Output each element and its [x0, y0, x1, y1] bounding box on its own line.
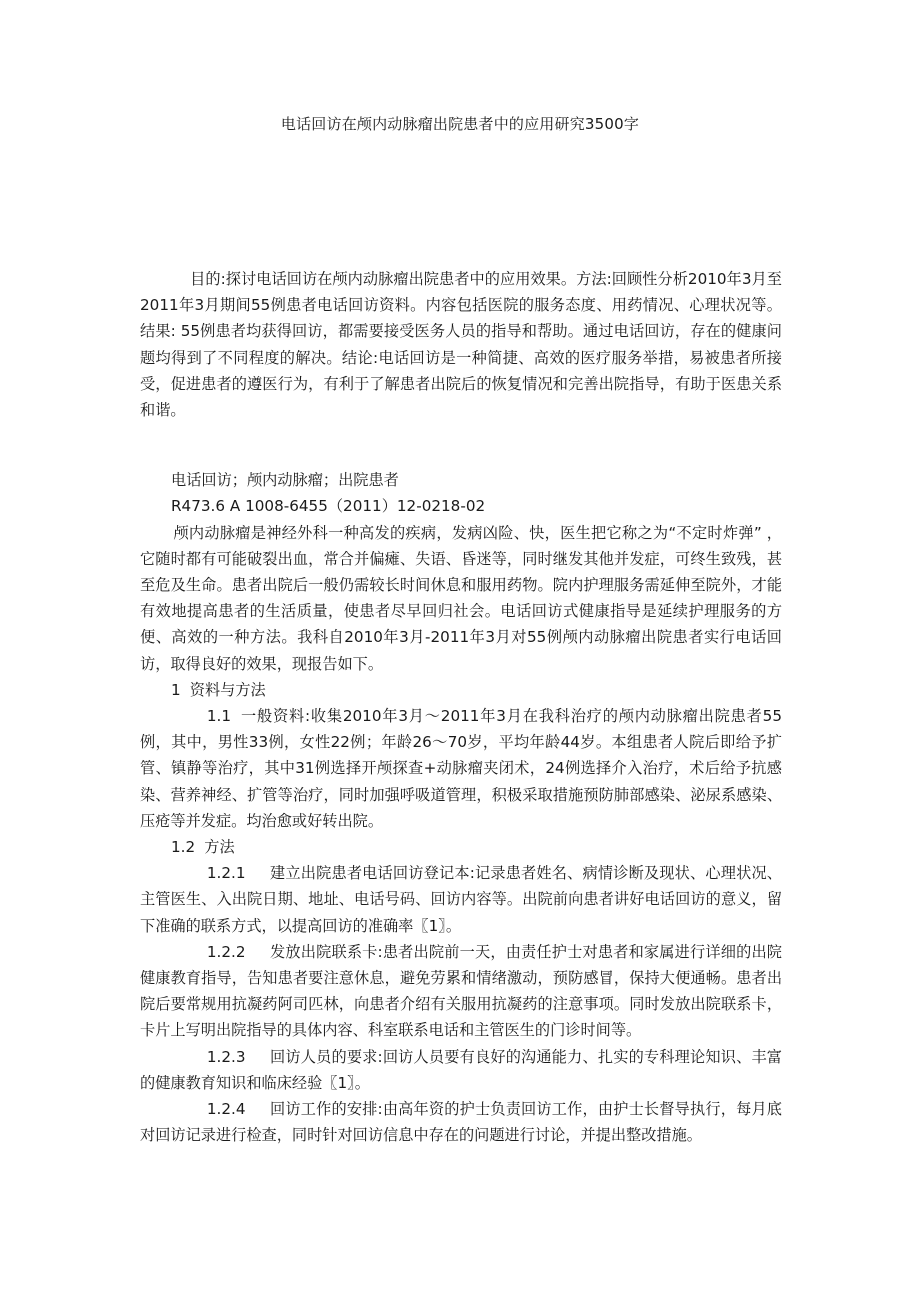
- subsection-text: 建立出院患者电话回访登记本:记录患者姓名、病情诊断及现状、心理状况、主管医生、入出院日期、地址、电话号码、回访内容等。出院前向患者讲好电话回访的意义，留下准确的联系方式，以提高回访的准确率〖1〗。: [140, 864, 782, 935]
- section-1-heading: [140, 677, 782, 703]
- section-1-2-heading: [140, 834, 782, 860]
- subsection-text: 回访人员的要求:回访人员要有良好的沟通能力、扎实的专科理论知识、丰富的健康教育知识和临床经验〖1〗。: [140, 1047, 782, 1092]
- subsection-number: 1.2.2: [206, 942, 246, 961]
- intro-paragraph: 颅内动脉瘤是神经外科一种高发的疾病，发病凶险、快，医生把它称之为“不定时炸弹” ，它随时都有可能破裂出血，常合并偏瘫、失语、昏迷等，同时继发其他并发症，可终生致残，甚至危及生命。患者出院后一般仍需较长时间休息和服用药物。院内护理服务需延伸至院外，才能有效地提高患者的生活质量，使患者尽早回归社会。电话回访式健康指导是延续护理服务的方便、高效的一种方法。我科自2010年3月-2011年3月对55例颅内动脉瘤出院患者实行电话回访，取得良好的效果，现报告如下。: [140, 523, 782, 673]
- section-text: 一般资料:收集2010年3月～2011年3月在我科治疗的颅内动脉瘤出院患者55例，其中，男性33例，女性22例；年龄26～70岁，平均年龄44岁。本组患者人院后即给予扩管、镇静等治疗，其中31例选择开颅探查+动脉瘤夹闭术，24例选择介入治疗，术后给予抗感染、营养神经、扩管等治疗，同时加强呼吸道管理，积极采取措施预防肺部感染、泌尿系感染、压疮等并发症。均治愈或好转出院。: [140, 707, 782, 830]
- section-1-1-paragraph: [140, 703, 782, 834]
- abstract-paragraph: 目的:探讨电话回访在颅内动脉瘤出院患者中的应用效果。方法:回顾性分析2010年3月至2011年3月期间55例患者电话回访资料。内容包括医院的服务态度、用药情况、心理状况等。结果: 55例患者均获得回访，都需要接受医务人员的指导和帮助。通过电话回访，存在的健康问题均得到了不同程度的解决。结论:电话回访是一种简捷、高效的医疗服务举措，易被患者所接受，促进患者的遵医行为，有利于了解患者出院后的恢复情况和完善出院指导，有助于医患关系和谐。: [140, 270, 782, 420]
- keywords-line: 电话回访；颅内动脉瘤；出院患者: [171, 471, 399, 490]
- section-number: 1.2: [171, 838, 196, 857]
- section-number: 1.1: [206, 707, 232, 726]
- classification-line: R473.6 A 1008-6455（2011）12-0218-02: [171, 497, 486, 516]
- subsection-paragraph: [140, 939, 782, 1044]
- subsection-text: 发放出院联系卡:患者出院前一天，由责任护士对患者和家属进行详细的出院健康教育指导，告知患者要注意休息，避免劳累和情绪激动，预防感冒，保持大便通畅。患者出院后要常规用抗凝药阿司匹林，向患者介绍有关服用抗凝药的注意事项。同时发放出院联系卡，卡片上写明出院指导的具体内容、科室联系电话和主管医生的门诊时间等。: [140, 942, 782, 1040]
- subsection-text: 回访工作的安排:由高年资的护士负责回访工作，由护士长督导执行，每月底对回访记录进行检查，同时针对回访信息中存在的问题进行讨论，并提出整改措施。: [140, 1100, 782, 1145]
- section-heading-text: 方法: [204, 838, 235, 857]
- section-heading-text: 资料与方法: [189, 680, 266, 699]
- subsection-number: 1.2.4: [206, 1100, 246, 1119]
- section-number: 1: [171, 680, 181, 699]
- subsection-paragraph: [140, 1044, 782, 1096]
- subsection-number: 1.2.1: [206, 864, 246, 883]
- subsection-paragraph: [140, 860, 782, 939]
- subsection-paragraph: [140, 1096, 782, 1148]
- document-body: [140, 266, 782, 1149]
- subsection-number: 1.2.3: [206, 1047, 246, 1066]
- document-title: 电话回访在颅内动脉瘤出院患者中的应用研究3500字: [280, 115, 640, 133]
